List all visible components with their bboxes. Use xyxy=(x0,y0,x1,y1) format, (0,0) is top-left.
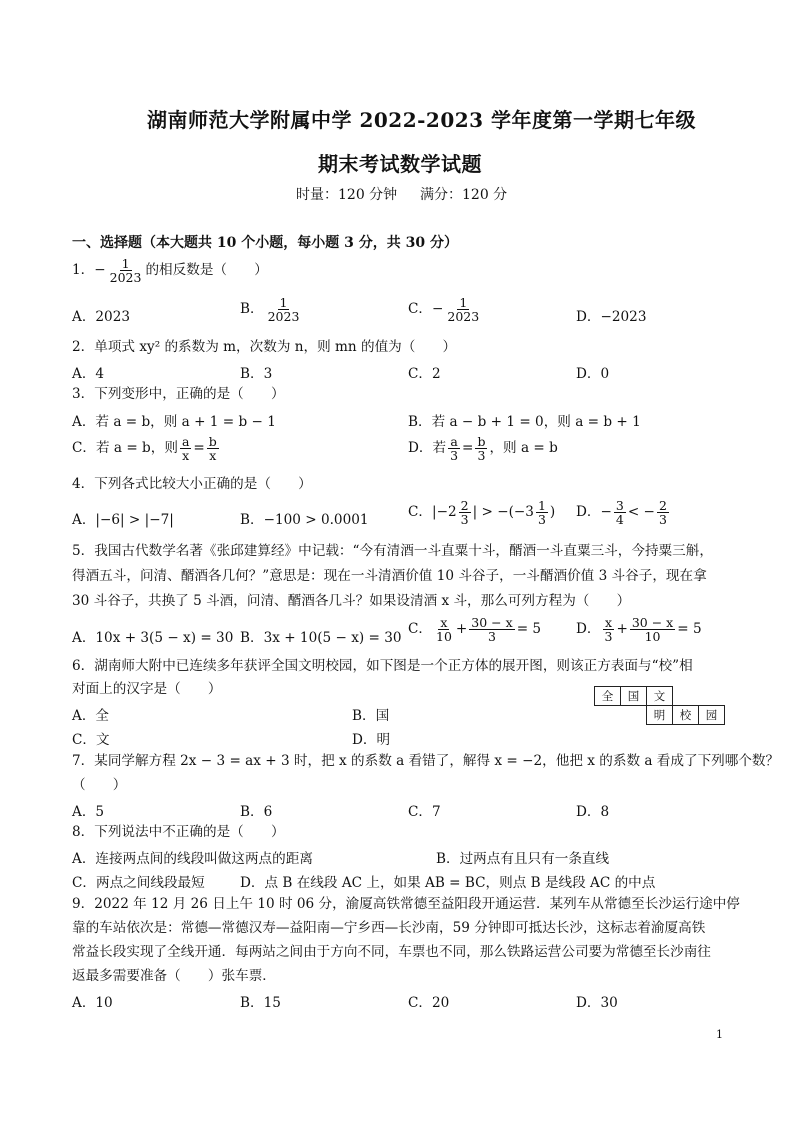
title-line-2: 期末考试数学试题 xyxy=(318,152,482,176)
q5-option-a: A．10x + 3(5 − x) = 30 xyxy=(72,630,234,646)
q9-option-b: B．15 xyxy=(240,995,281,1011)
q8-option-b: B．过两点有且只有一条直线 xyxy=(436,851,610,867)
q6-option-a: A．全 xyxy=(72,708,110,724)
q9-line-4: 返最多需要准备（ ）张车票． xyxy=(72,968,276,984)
q6-option-b: B．国 xyxy=(352,708,390,724)
q2-option-b: B．3 xyxy=(240,366,273,382)
q2-option-d: D．0 xyxy=(576,366,610,382)
section-heading: 一、选择题（本大题共 10 个小题，每小题 3 分，共 30 分） xyxy=(72,235,458,251)
q8-option-a: A．连接两点间的线段叫做这两点的距离 xyxy=(72,851,313,867)
q1-option-c: C．− $\frac{1}{2023}$ xyxy=(408,295,480,325)
q9-line-1: 9．2022 年 12 月 26 日上午 10 时 06 分，渝厦高铁常德至益阳段开通运营．某列车从常德至长沙运行途中停 xyxy=(72,896,740,912)
net-cell-ming: 明 xyxy=(646,705,673,725)
q9-option-c: C．20 xyxy=(408,995,450,1011)
q7-option-b: B．6 xyxy=(240,804,273,820)
q3-option-d: D．若 $\frac{a}{3}$ = $\frac{b}{3}$ ，则 a = b xyxy=(408,434,558,464)
q1-stem xyxy=(72,257,268,284)
q2-option-c: C．2 xyxy=(408,366,441,382)
q9-option-d: D．30 xyxy=(576,995,618,1011)
q2-stem: 2．单项式 xy² 的系数为 m，次数为 n，则 mn 的值为（ ） xyxy=(72,339,457,355)
q5-line-3: 30 斗谷子，共换了 5 斗酒，问清、醑酒各几斗？如果设清酒 x 斗，那么可列方程为（ ） xyxy=(72,593,631,609)
q1-option-d: D．−2023 xyxy=(576,309,647,325)
q6-option-d: D．明 xyxy=(352,732,391,748)
q6-option-c: C．文 xyxy=(72,732,110,748)
q1-text: 的相反数是（ ） xyxy=(145,262,268,279)
q3-option-c: C．若 a = b，则 $\frac{a}{x}$ = $\frac{b}{x}$ xyxy=(72,434,217,464)
q9-line-3: 常益长段实现了全线开通．每两站之间由于方向不同，车票也不同，那么铁路运营公司要为常德至长沙南往 xyxy=(72,944,711,960)
q1-option-a: A．2023 xyxy=(72,309,131,325)
q4-stem: 4．下列各式比较大小正确的是（ ） xyxy=(72,476,312,492)
q1-option-b: B． $\frac{1}{2023}$ xyxy=(240,295,300,325)
q3-option-b: B．若 a − b + 1 = 0，则 a = b + 1 xyxy=(408,414,641,430)
q1-neg: − xyxy=(94,262,106,279)
q7-line-2: （ ） xyxy=(72,777,127,793)
net-cell-xiao: 校 xyxy=(672,705,699,725)
net-cell-wen: 文 xyxy=(646,686,673,706)
q7-option-a: A．5 xyxy=(72,804,105,820)
q8-option-d: D．点 B 在线段 AC 上，如果 AB = BC，则点 B 是线段 AC 的中点 xyxy=(240,875,656,891)
q1-number: 1． xyxy=(72,262,95,279)
q4-option-b: B．−100 > 0.0001 xyxy=(240,512,369,528)
q5-option-b: B．3x + 10(5 − x) = 30 xyxy=(240,630,402,646)
q1-fraction: $\frac{1}{2023}$ xyxy=(109,256,142,286)
q9-option-a: A．10 xyxy=(72,995,113,1011)
q3-stem: 3．下列变形中，正确的是（ ） xyxy=(72,386,285,402)
q3-option-a: A．若 a = b，则 a + 1 = b − 1 xyxy=(72,414,276,430)
q9-line-2: 靠的车站依次是：常德—常德汉寿—益阳南—宁乡西—长沙南，59 分钟即可抵达长沙，这标志着渝厦高铁 xyxy=(72,920,706,936)
q6-line-1: 6．湖南师大附中已连续多年获评全国文明校园，如下图是一个正方体的展开图，则该正方表面与“校”相 xyxy=(72,658,693,674)
q7-line-1: 7．某同学解方程 2x − 3 = ax + 3 时，把 x 的系数 a 看错了，解得 x = −2，他把 x 的系数 a 看成了下列哪个数？ xyxy=(72,753,780,769)
q5-option-c: C． $\frac{x}{10}$ + $\frac{30 - x}{3}$ = 5 xyxy=(408,615,542,645)
net-cell-quan: 全 xyxy=(594,686,621,706)
q8-stem: 8．下列说法中不正确的是（ ） xyxy=(72,824,285,840)
title-line-1: 湖南师范大学附属中学 2022-2023 学年度第一学期七年级 xyxy=(147,108,697,132)
time-info: 时量：120 分钟 xyxy=(296,187,398,203)
q7-option-c: C．7 xyxy=(408,804,441,820)
q5-line-2: 得酒五斗，问清、醑酒各几何？”意思是：现在一斗清酒价值 10 斗谷子，一斗醑酒价值 3 斗谷子，现在拿 xyxy=(72,568,707,584)
score-info: 满分：120 分 xyxy=(420,187,508,203)
q5-option-d: D． $\frac{x}{3}$ + $\frac{30 - x}{10}$ = 5 xyxy=(576,615,702,645)
q4-option-d: D．− $\frac{3}{4}$ < − $\frac{2}{3}$ xyxy=(576,498,667,528)
net-cell-yuan: 园 xyxy=(698,705,725,725)
q5-line-1: 5．我国古代数学名著《张邱建算经》中记载：“今有清酒一斗直粟十斗，醑酒一斗直粟三斗，今持粟三斛， xyxy=(72,543,713,559)
q4-option-c: C．|−2 $\frac{2}{3}$ | > −(−3 $\frac{1}{3}$ ) xyxy=(408,498,556,528)
net-cell-guo: 国 xyxy=(620,686,647,706)
q7-option-d: D．8 xyxy=(576,804,610,820)
q2-option-a: A．4 xyxy=(72,366,105,382)
q4-option-a: A．|−6| > |−7| xyxy=(72,512,174,528)
q8-option-c: C．两点之间线段最短 xyxy=(72,875,205,891)
q6-line-2: 对面上的汉字是（ ） xyxy=(72,681,222,697)
page-number: 1 xyxy=(716,1028,723,1041)
